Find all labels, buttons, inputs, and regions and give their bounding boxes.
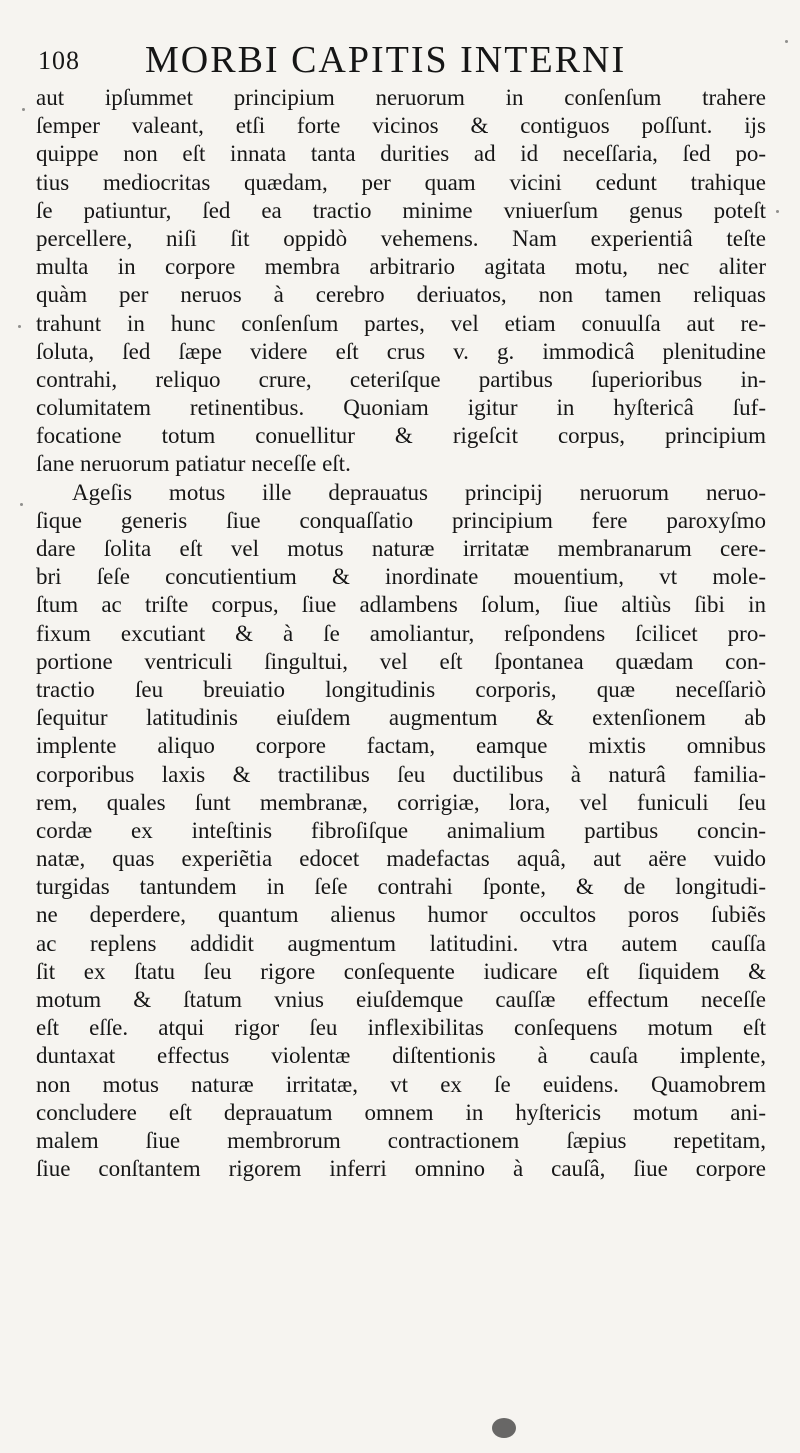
- text-line: ſoluta, ſed ſæpe videre eſt crus v. g. immodicâ plenitudine: [36, 338, 766, 364]
- text-line: ſequitur latitudinis eiuſdem augmentum & extenſionem ab: [36, 705, 766, 731]
- paragraph-start-line: Ageſis motus ille deprauatus principij neruorum neruo-: [72, 479, 766, 505]
- page-number: 108: [38, 46, 80, 75]
- text-line: concludere eſt deprauatum omnem in hyſtericis motum ani-: [36, 1099, 766, 1125]
- print-speck: [776, 210, 779, 213]
- text-line: eſt eſſe. atqui rigor ſeu inflexibilitas conſequens motum eſt: [36, 1015, 766, 1041]
- text-line: ſe patiuntur, ſed ea tractio minime vniuerſum genus poteſt: [36, 197, 766, 223]
- text-line: quippe non eſt innata tanta durities ad id neceſſaria, ſed po-: [36, 141, 766, 167]
- paragraph-end-line: ſane neruorum patiatur neceſſe eſt.: [36, 451, 351, 477]
- text-line: rem, quales ſunt membranæ, corrigiæ, lora, vel funiculi ſeu: [36, 789, 766, 815]
- text-line: ſemper valeant, etſi forte vicinos & contiguos poſſunt. ijs: [36, 113, 766, 139]
- text-line: columitatem retinentibus. Quoniam igitur in hyſtericâ ſuf-: [36, 395, 766, 421]
- text-line: quàm per neruos à cerebro deriuatos, non tamen reliquas: [36, 282, 766, 308]
- text-line: cordæ ex inteſtinis fibroſiſque animalium partibus concin-: [36, 817, 766, 843]
- text-line: motum & ſtatum vnius eiuſdemque cauſſæ effectum neceſſe: [36, 987, 766, 1012]
- ink-blot: [492, 1418, 516, 1438]
- text-line: ſique generis ſiue conquaſſatio principium fere paroxyſmo: [36, 507, 766, 533]
- text-line: tractio ſeu breuiatio longitudinis corporis, quæ neceſſariò: [36, 676, 766, 702]
- print-speck: [785, 40, 788, 43]
- text-line: ſtum ac triſte corpus, ſiue adlambens ſolum, ſiue altiùs ſibi in: [36, 592, 766, 618]
- print-speck: [22, 108, 25, 111]
- text-line: portione ventriculi ſingultui, vel eſt ſpontanea quædam con-: [36, 648, 766, 674]
- text-line: aut ipſummet principium neruorum in conſenſum trahere: [36, 85, 766, 110]
- print-speck: [20, 503, 23, 506]
- text-line: corporibus laxis & tractilibus ſeu ductilibus à naturâ familia-: [36, 761, 766, 787]
- text-line: focatione totum conuellitur & rigeſcit corpus, principium: [36, 423, 766, 449]
- text-line: bri ſeſe concutientium & inordinate mouentium, vt mole-: [36, 564, 766, 590]
- text-line: ac replens addidit augmentum latitudini. vtra autem cauſſa: [36, 930, 766, 956]
- text-line: percellere, niſi ſit oppidò vehemens. Nam experientiâ teſte: [36, 225, 766, 251]
- text-line: ne deperdere, quantum alienus humor occultos poros ſubiẽs: [36, 902, 766, 928]
- body-text: [36, 84, 766, 1183]
- text-line: dare ſolita eſt vel motus naturæ irritatæ membranarum cere-: [36, 536, 766, 561]
- text-line: implente aliquo corpore factam, eamque mixtis omnibus: [36, 733, 766, 759]
- text-line: ſit ex ſtatu ſeu rigore conſequente iudicare eſt ſiquidem &: [36, 958, 766, 984]
- text-line: multa in corpore membra arbitrario agitata motu, nec aliter: [36, 254, 766, 280]
- text-line: fixum excutiant & à ſe amoliantur, reſpondens ſcilicet pro-: [36, 620, 766, 646]
- text-line: contrahi, reliquo crure, ceteriſque partibus ſuperioribus in-: [36, 366, 766, 392]
- print-speck: [18, 325, 21, 328]
- text-line: tius mediocritas quædam, per quam vicini cedunt trahique: [36, 169, 766, 195]
- text-line: turgidas tantundem in ſeſe contrahi ſponte, & de longitudi-: [36, 874, 766, 900]
- text-line: trahunt in hunc conſenſum partes, vel etiam conuulſa aut re-: [36, 310, 766, 336]
- text-line: natæ, quas experiẽtia edocet madefactas aquâ, aut aëre vuido: [36, 846, 766, 872]
- text-line: duntaxat effectus violentæ diſtentionis à cauſa implente,: [36, 1043, 766, 1069]
- text-line: non motus naturæ irritatæ, vt ex ſe euidens. Quamobrem: [36, 1071, 766, 1097]
- text-line: malem ſiue membrorum contractionem ſæpius repetitam,: [36, 1127, 766, 1153]
- running-head: MORBI CAPITIS INTERNI: [145, 39, 627, 81]
- text-line: ſiue conſtantem rigorem inferri omnino à cauſâ, ſiue corpore: [36, 1156, 766, 1182]
